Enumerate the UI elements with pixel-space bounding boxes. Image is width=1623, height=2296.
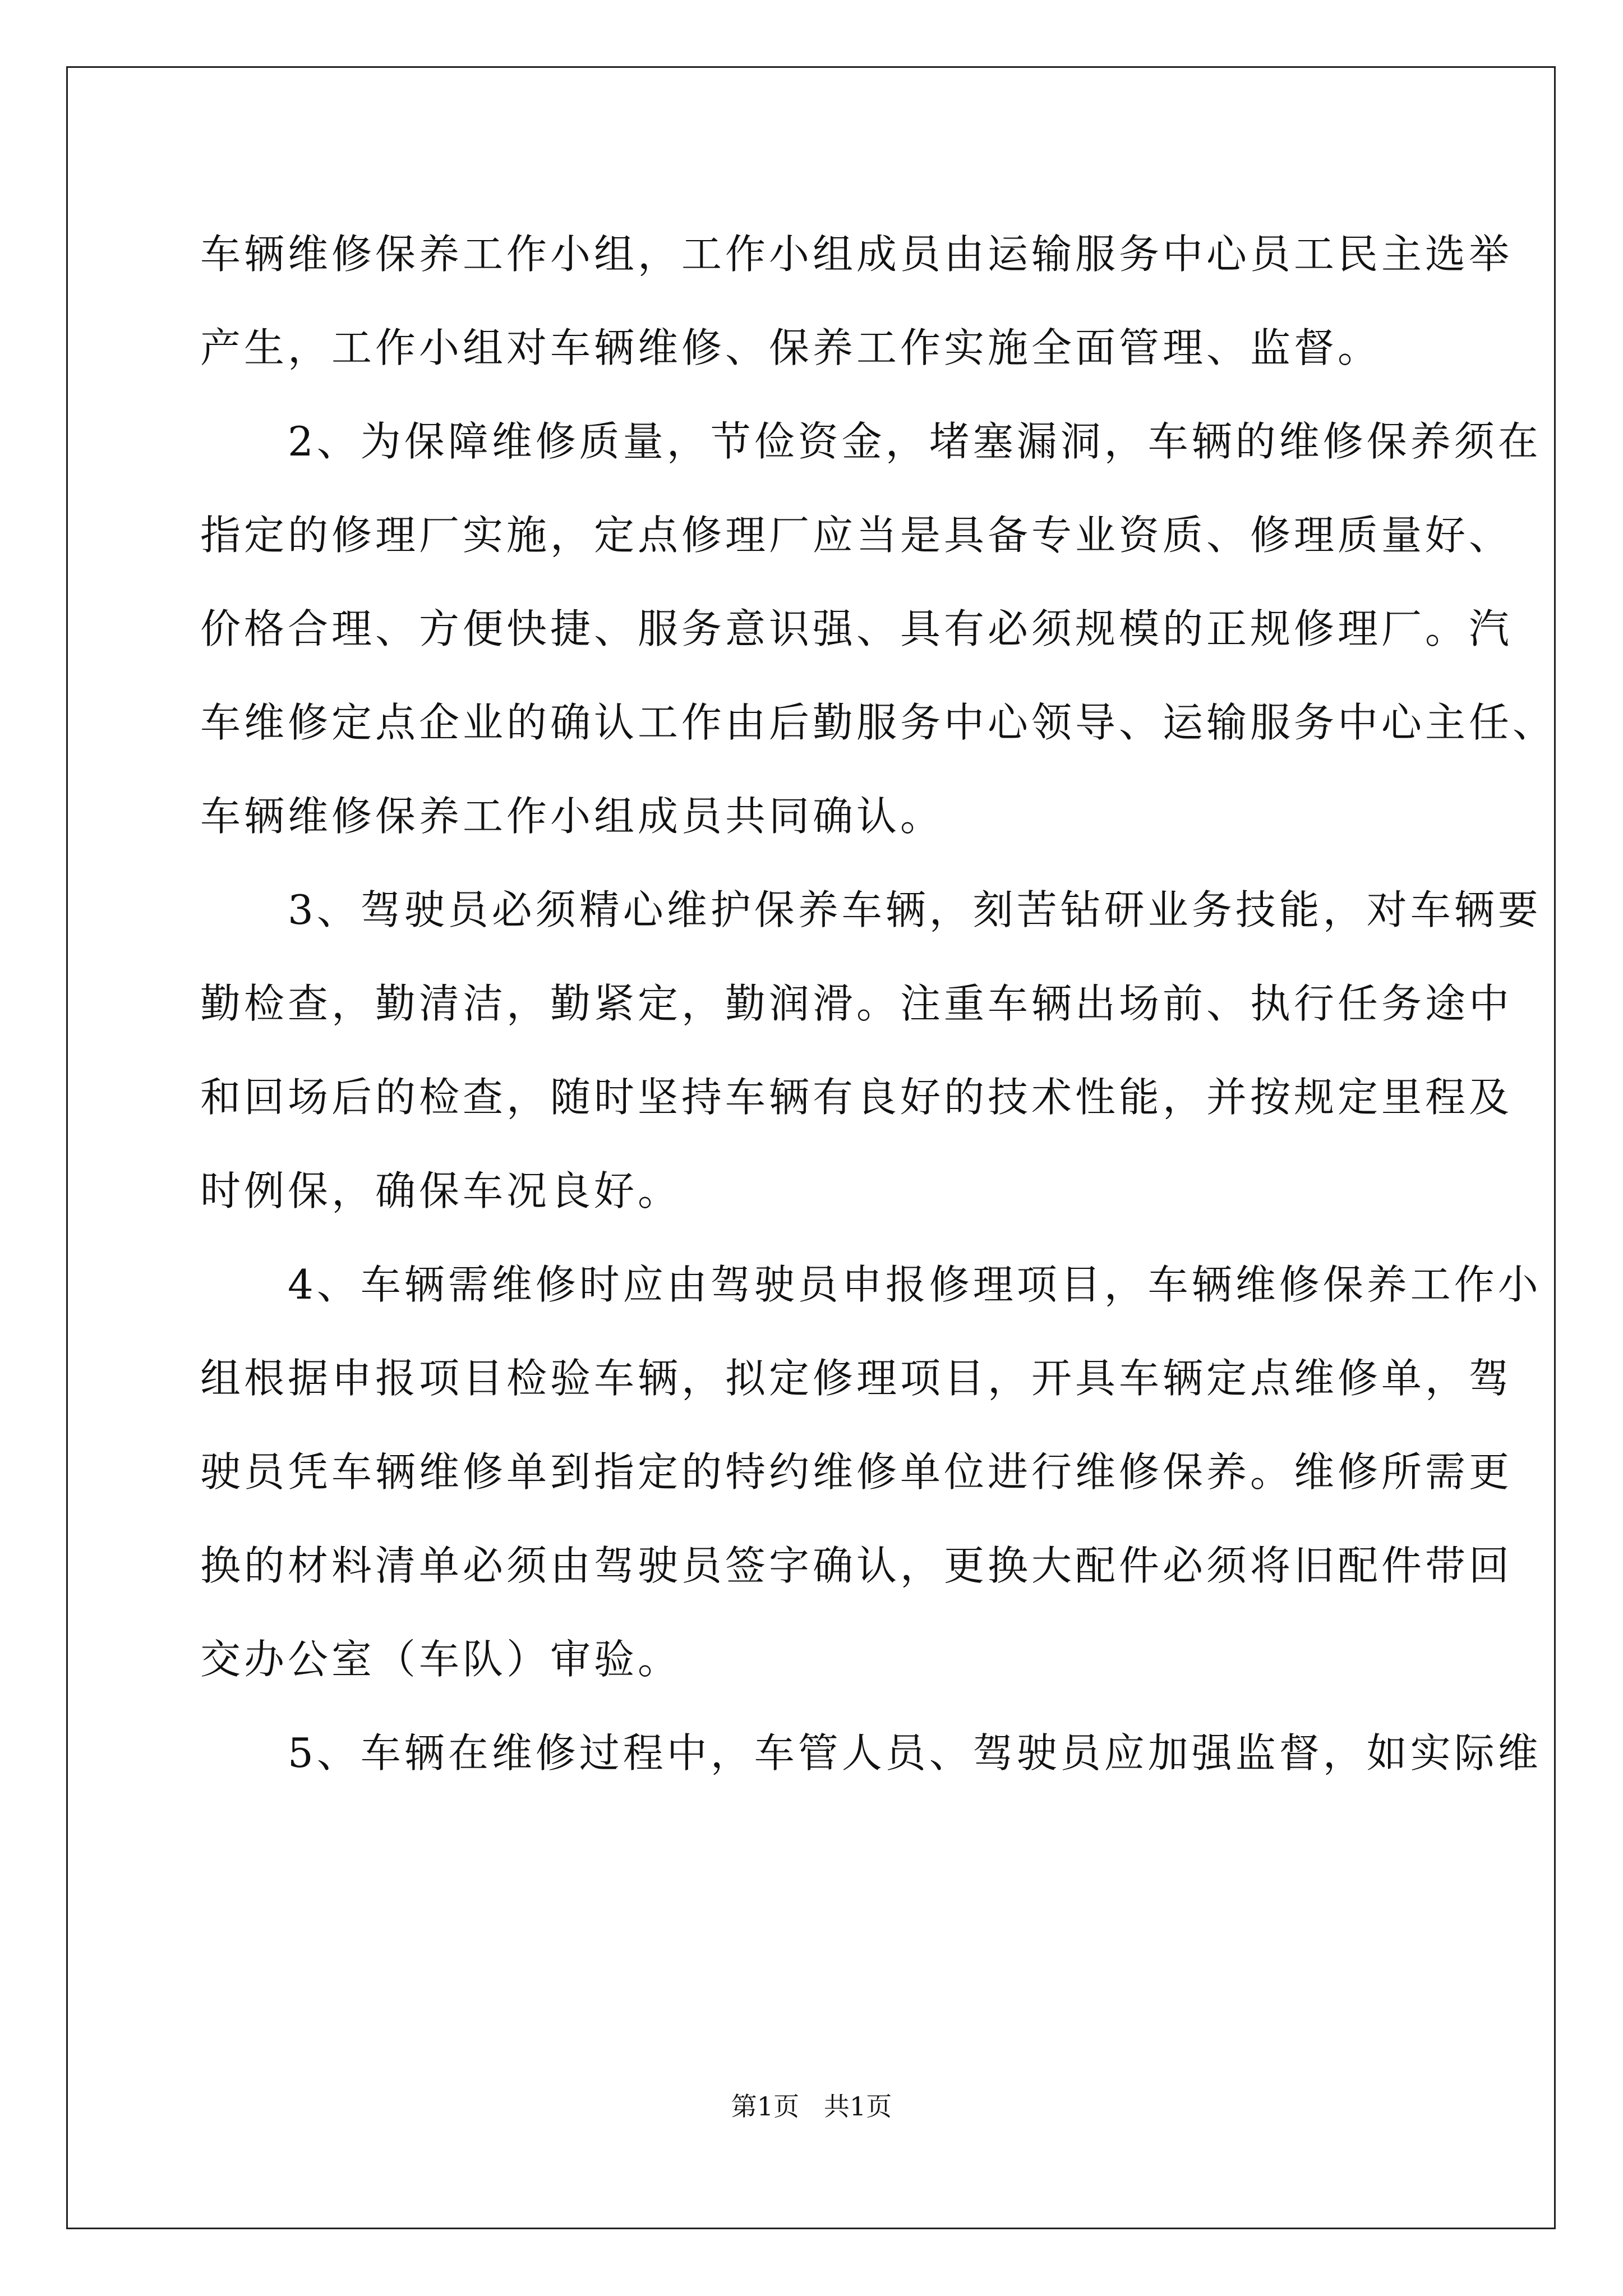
text-line: 2、为保障维修质量，节俭资金，堵塞漏洞，车辆的维修保养须在 — [200, 418, 1542, 465]
text-line: 3、驾驶员必须精心维护保养车辆，刻苦钻研业务技能，对车辆要 — [200, 886, 1542, 933]
text-line: 4、车辆需维修时应由驾驶员申报修理项目，车辆维修保养工作小 — [200, 1261, 1542, 1308]
text-line: 5、车辆在维修过程中，车管人员、驾驶员应加强监督，如实际维 — [200, 1729, 1542, 1777]
text-line: 换的材料清单必须由驾驶员签字确认，更换大配件必须将旧配件带回 — [200, 1542, 1513, 1589]
text-line: 驶员凭车辆维修单到指定的特约维修单位进行维修保养。维修所需更 — [200, 1448, 1513, 1496]
text-line: 勤检查，勤清洁，勤紧定，勤润滑。注重车辆出场前、执行任务途中 — [200, 980, 1513, 1027]
text-line: 车维修定点企业的确认工作由后勤服务中心领导、运输服务中心主任、 — [200, 699, 1557, 746]
text-line: 和回场后的检查，随时坚持车辆有良好的技术性能，并按规定里程及 — [200, 1074, 1513, 1121]
page-number-footer: 第1页 共1页 — [731, 2091, 892, 2122]
text-line: 指定的修理厂实施，定点修理厂应当是具备专业资质、修理质量好、 — [200, 512, 1513, 559]
text-line: 产生，工作小组对车辆维修、保养工作实施全面管理、监督。 — [200, 324, 1382, 371]
text-line: 组根据申报项目检验车辆，拟定修理项目，开具车辆定点维修单，驾 — [200, 1355, 1513, 1402]
text-line: 车辆维修保养工作小组，工作小组成员由运输服务中心员工民主选举 — [200, 231, 1513, 278]
text-line: 交办公室（车队）审验。 — [200, 1636, 682, 1683]
document-body — [200, 208, 1557, 1800]
text-line: 时例保，确保车况良好。 — [200, 1167, 682, 1214]
text-line: 价格合理、方便快捷、服务意识强、具有必须规模的正规修理厂。汽 — [200, 605, 1513, 652]
text-line: 车辆维修保养工作小组成员共同确认。 — [200, 793, 944, 840]
